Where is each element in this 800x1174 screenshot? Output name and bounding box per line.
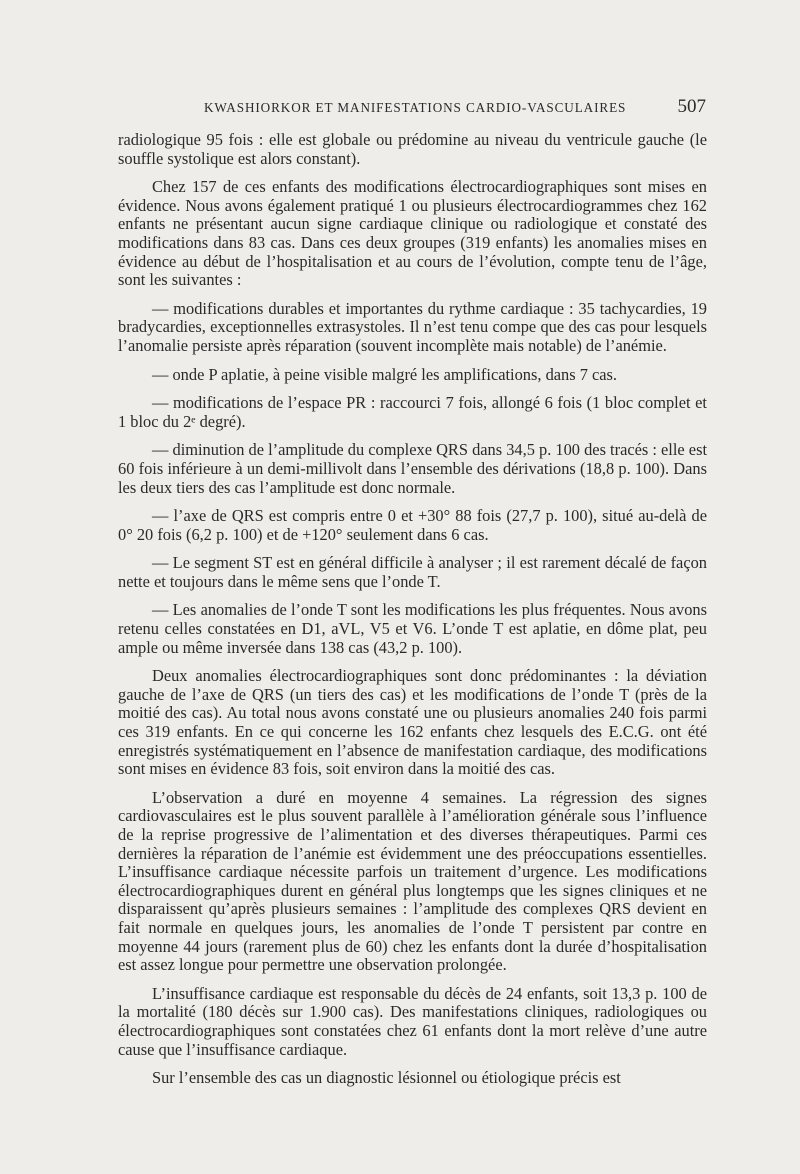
- list-item: — Le segment ST est en général difficile à analyser ; il est rarement décalé de façon nette et toujours dans le même sens que l’onde T.: [118, 553, 707, 591]
- running-head: KWASHIORKOR ET MANIFESTATIONS CARDIO-VASCULAIRES: [204, 100, 627, 115]
- paragraph: Deux anomalies électrocardiographiques sont donc prédominantes : la déviation gauche de l’axe de QRS (un tiers des cas) et les modifications de l’onde T (près de la moitié des cas). Au total nous avons constaté une ou plusieurs anomalies 240 fois parmi ces 319 enfants. En ce qui concerne les 162 enfants chez lesquels des E.C.G. ont été enregistrés systématiquement en l’absence de manifestation cardiaque, des modifications sont mises en évidence 83 fois, soit environ dans la moitié des cas.: [118, 666, 707, 779]
- page-number: 507: [677, 96, 706, 117]
- paragraph: Chez 157 de ces enfants des modifications électrocardiographiques sont mises en évidence. Nous avons également pratiqué 1 ou plusieurs électrocardiogrammes chez 162 enfants ne présentant aucun signe cardiaque clinique ou radiologique et constaté des modifications dans 83 cas. Dans ces deux groupes (319 enfants) les anomalies mises en évidence au début de l’hospitalisation et au cours de l’évolution, compte tenu de l’âge, sont les suivantes :: [118, 177, 707, 290]
- list-item: — onde P aplatie, à peine visible malgré les amplifications, dans 7 cas.: [152, 364, 618, 384]
- list-item: — Les anomalies de l’onde T sont les modifications les plus fréquentes. Nous avons retenu celles constatées en D1, aVL, V5 et V6. L’onde T est aplatie, en dôme plat, peu ample ou même inversée dans 138 cas (43,2 p. 100).: [118, 600, 707, 657]
- body-text: [118, 131, 707, 1098]
- list-item: — modifications de l’espace PR : raccourci 7 fois, allongé 6 fois (1 bloc complet et 1 bloc du 2ᵉ degré).: [118, 393, 707, 431]
- paragraph: radiologique 95 fois : elle est globale ou prédomine au niveau du ventricule gauche (le souffle systolique est alors constant).: [118, 130, 707, 168]
- paragraph: L’observation a duré en moyenne 4 semaines. La régression des signes cardiovasculaires est le plus souvent parallèle à l’amélioration générale sous l’influence de la reprise progressive de l’alimentation et des diverses thérapeutiques. Parmi ces dernières la réparation de l’anémie est évidemment une des préoccupations essentielles. L’insuffisance cardiaque nécessite parfois un traitement d’urgence. Les modifications électrocardiographiques durent en général plus longtemps que les signes cliniques et ne disparaissent qu’après plusieurs semaines : l’amplitude des complexes QRS devient en fait normale en quelques jours, les anomalies de l’onde T persistent par contre en moyenne 44 jours (rarement plus de 60) chez les enfants dont la durée d’hospitalisation est assez longue pour permettre une observation prolongée.: [118, 787, 707, 975]
- paragraph: L’insuffisance cardiaque est responsable du décès de 24 enfants, soit 13,3 p. 100 de la mortalité (180 décès sur 1.900 cas). Des manifestations cliniques, radiologiques ou électrocardiographiques sont constatées chez 61 enfants dont la mort relève d’une autre cause que l’insuffisance cardiaque.: [118, 983, 707, 1059]
- list-item: — diminution de l’amplitude du complexe QRS dans 34,5 p. 100 des tracés : elle est 60 fois inférieure à un demi-millivolt dans l’ensemble des dérivations (18,8 p. 100). Dans les deux tiers des cas l’amplitude est donc normale.: [118, 440, 707, 497]
- list-item: — l’axe de QRS est compris entre 0 et +30° 88 fois (27,7 p. 100), situé au-delà de 0° 20 fois (6,2 p. 100) et de +120° seulement dans 6 cas.: [118, 506, 707, 544]
- list-item: — modifications durables et importantes du rythme cardiaque : 35 tachycardies, 19 bradycardies, exceptionnelles extrasystoles. Il n’est tenu compe que des cas pour lesquels l’anomalie persiste après réparation (souvent incomplète mais notable) de l’anémie.: [118, 298, 707, 355]
- paragraph: Sur l’ensemble des cas un diagnostic lésionnel ou étiologique précis est: [152, 1068, 621, 1088]
- page-header: [118, 96, 708, 120]
